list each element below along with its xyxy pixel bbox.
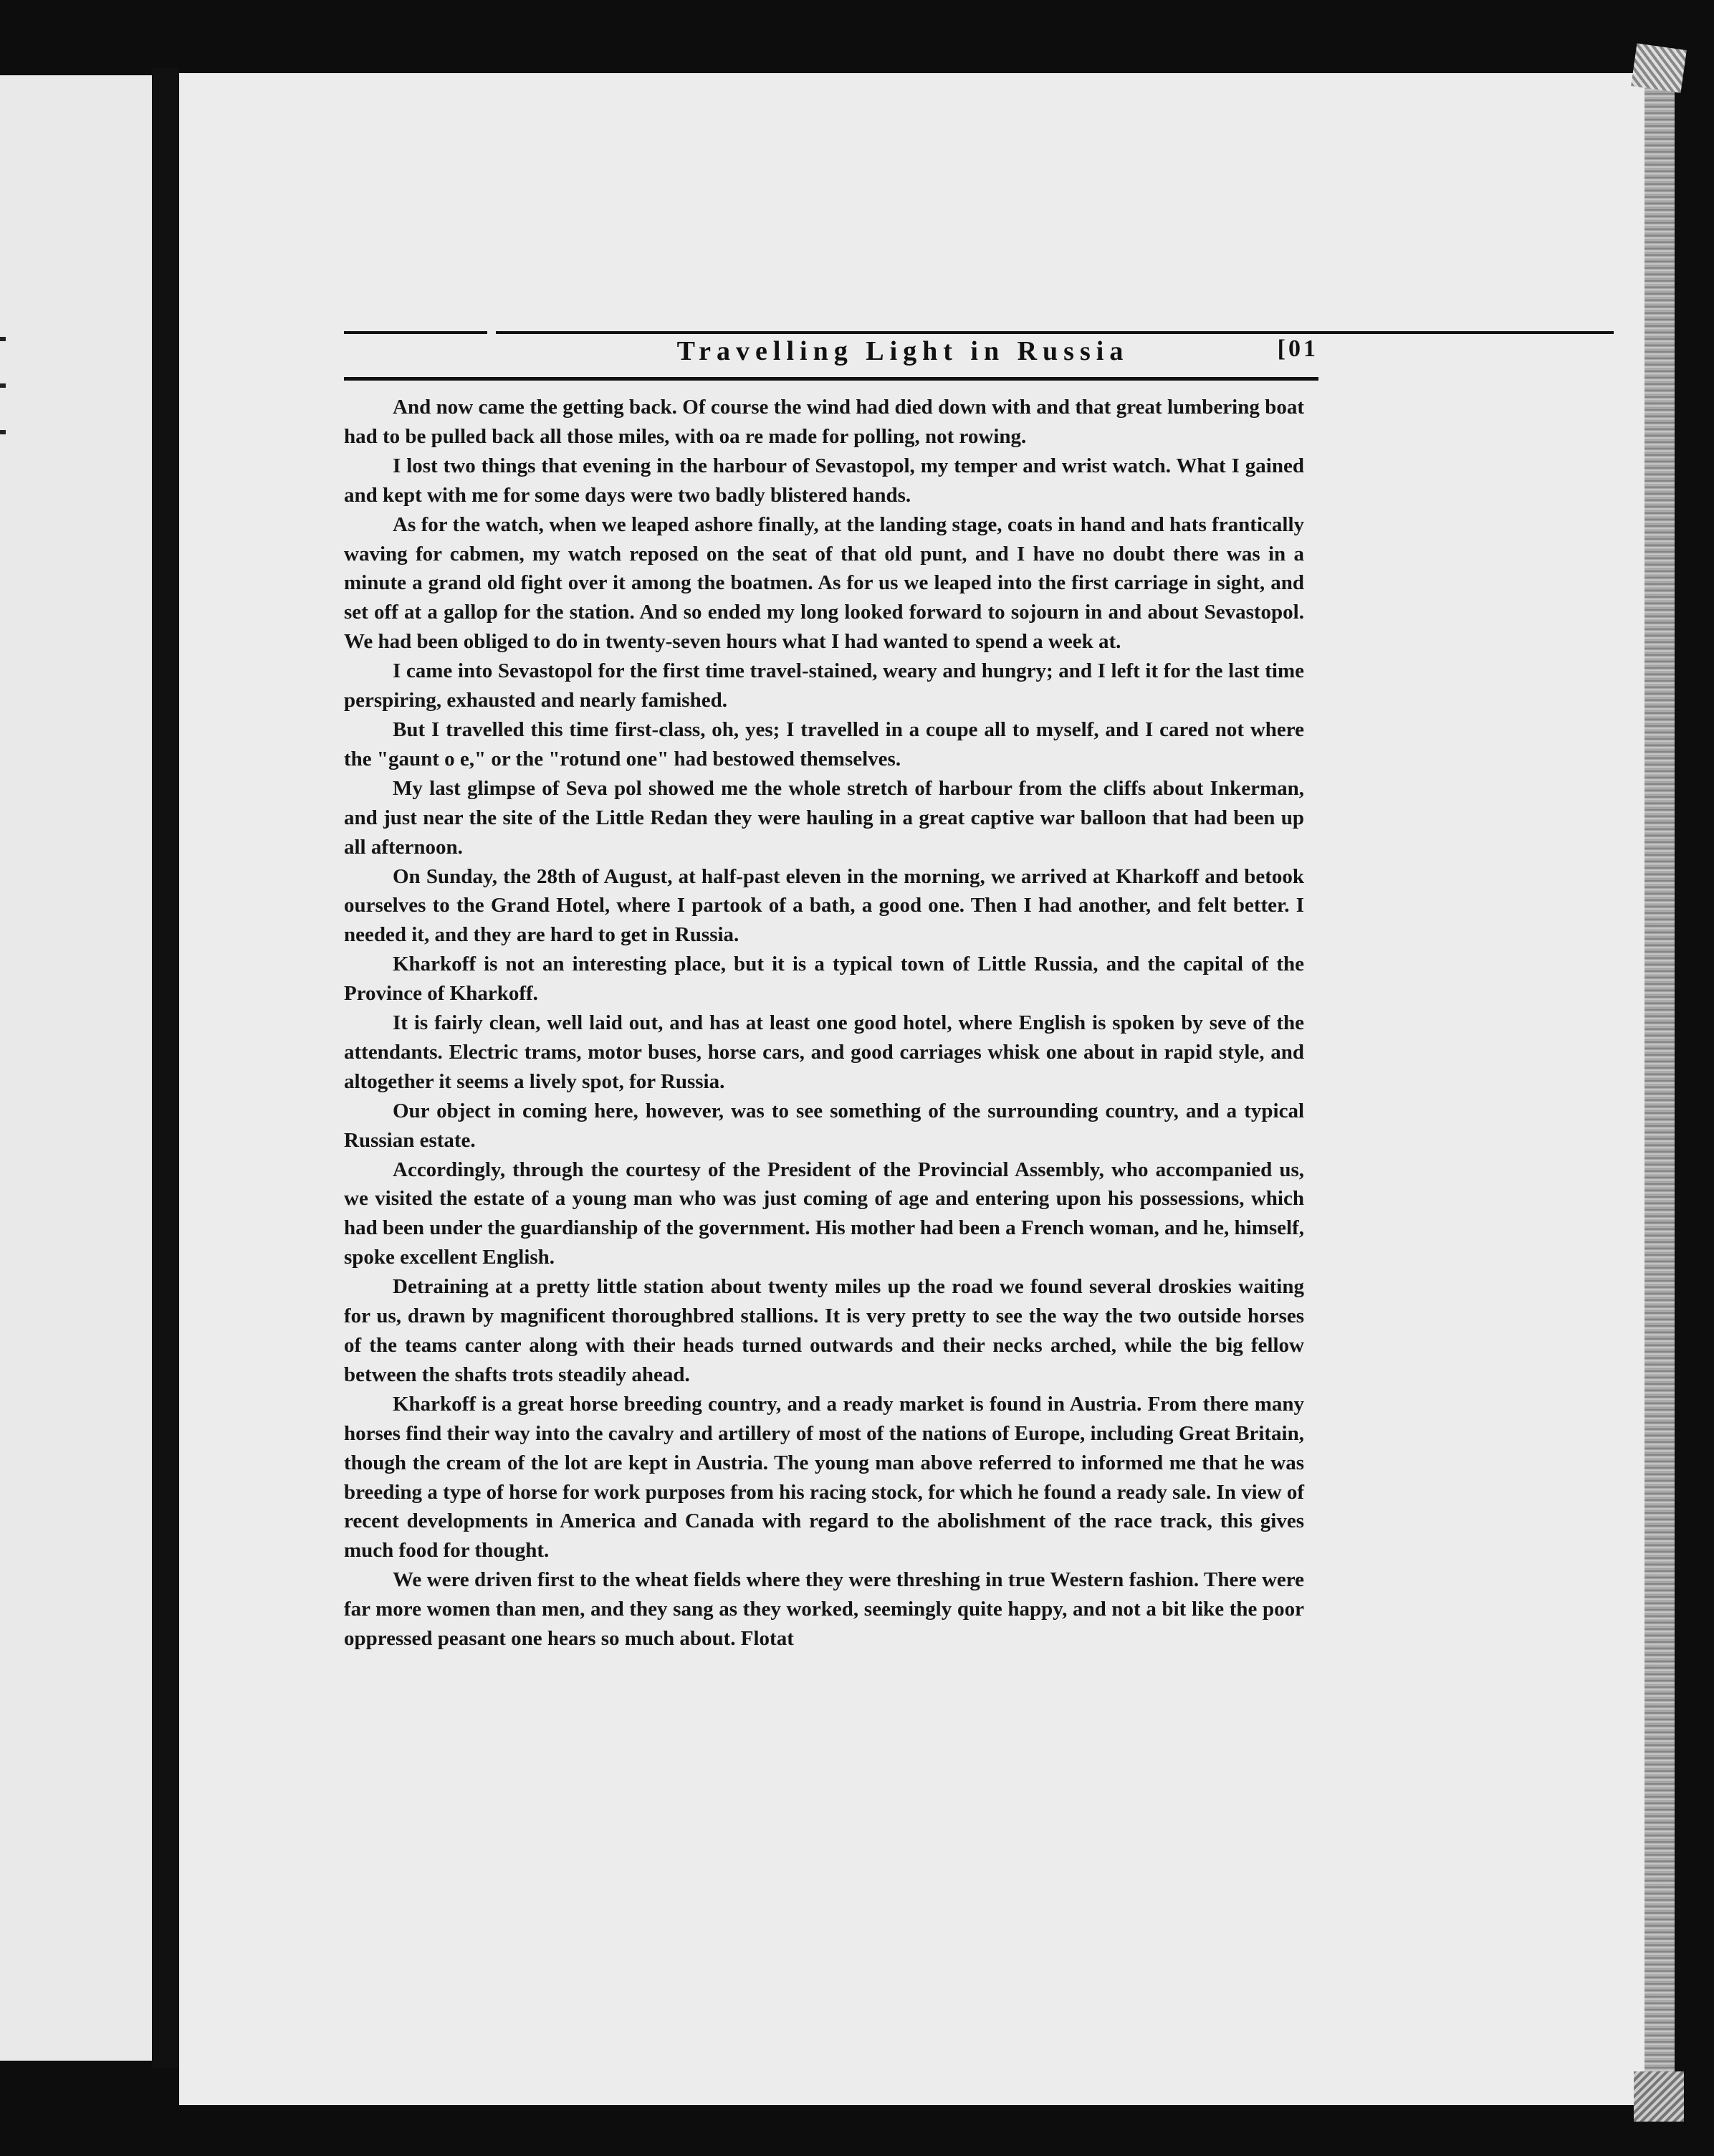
header-rule-top <box>496 331 1614 334</box>
header-rule-bottom <box>344 377 1318 381</box>
page-number: [01 <box>1277 335 1318 362</box>
binding-corner-top <box>1631 43 1687 92</box>
paragraph: As for the watch, when we leaped ashore finally, at the landing stage, coats in hand and hats frantically waving for cabmen, my watch reposed on the seat of that old punt, and I have no doubt there was in a minute a grand old fight over it among the boatmen. As for us we leaped into the first carriage in sight, and set off at a gallop for the station. And so ended my long looked forward to sojourn in and about Sevastopol. We had been obliged to do in twenty-seven hours what I had wanted to spend a week at. <box>344 512 1304 654</box>
book-gutter <box>152 68 179 2068</box>
header-rule-short <box>344 331 487 334</box>
page-mark <box>0 383 6 388</box>
binding-edge <box>1644 68 1675 2111</box>
paragraph: Our object in coming here, however, was to see something of the surrounding country, and a typical Russian estate. <box>344 1099 1304 1152</box>
paragraph: My last glimpse of Seva pol showed me the whole stretch of harbour from the cliffs about Inkerman, and just near the site of the Little Redan they were hauling in a great captive war balloon that had been up all afternoon. <box>344 776 1304 859</box>
paragraph: Accordingly, through the courtesy of the President of the Provincial Assembly, who accompanied us, we visited the estate of a young man who was just coming of age and entering upon his possessions, which had been under the guardianship of the government. His mother had been a French woman, and he, himself, spoke excellent English. <box>344 1158 1304 1269</box>
article-body <box>344 393 1304 1654</box>
page-mark <box>0 430 6 434</box>
running-title: Travelling Light in Russia <box>676 336 1129 366</box>
paragraph: Kharkoff is a great horse breeding country, and a ready market is found in Austria. From there many horses find their way into the cavalry and artillery of most of the nations of Europe, including Great Britain, though the cream of the lot are kept in Austria. The young man above referred to informed me that he was breeding a type of horse for work purposes from his racing stock, for which he found a ready sale. In view of recent developments in America and Canada with regard to the abolishment of the race track, this gives much food for thought. <box>344 1392 1304 1563</box>
page-mark <box>0 337 6 341</box>
binding-corner-bottom <box>1634 2071 1684 2122</box>
running-header <box>344 331 1318 381</box>
paragraph: On Sunday, the 28th of August, at half-past eleven in the morning, we arrived at Kharkoff and betook ourselves to the Grand Hotel, where I partook of a bath, a good one. Then I had another, and felt better. I needed it, and they are hard to get in Russia. <box>344 864 1304 947</box>
paragraph: It is fairly clean, well laid out, and has at least one good hotel, where English is spoken by seve of the attendants. Electric trams, motor buses, horse cars, and good carriages whisk one about in rapid style, and altogether it seems a lively spot, for Russia. <box>344 1011 1304 1093</box>
facing-page-edge <box>0 75 152 2061</box>
paragraph: And now came the getting back. Of course the wind had died down with and that great lumbering boat had to be pulled back all those miles, with oa re made for polling, not rowing. <box>344 396 1304 448</box>
paragraph: But I travelled this time first-class, oh, yes; I travelled in a coupe all to myself, and I cared not where the "gaunt o e," or the "rotund one" had bestowed themselves. <box>344 717 1304 771</box>
paragraph: I came into Sevastopol for the first time travel-stained, weary and hungry; and I left it for the last time perspiring, exhausted and nearly famished. <box>344 659 1304 712</box>
paragraph: I lost two things that evening in the harbour of Sevastopol, my temper and wrist watch. What I gained and kept with me for some days were two badly blistered hands. <box>344 454 1304 507</box>
paragraph: Kharkoff is not an interesting place, but it is a typical town of Little Russia, and the capital of the Province of Kharkoff. <box>344 953 1304 1006</box>
paragraph: We were driven first to the wheat fields where they were threshing in true Western fashion. There were far more women than men, and they sang as they worked, seemingly quite happy, and not a bit like the poor oppressed peasant one hears so much about. Flotat <box>344 1568 1304 1651</box>
paragraph: Detraining at a pretty little station about twenty miles up the road we found several droskies waiting for us, drawn by magnificent thoroughbred stallions. It is very pretty to see the way the two outside horses of the teams canter along with their heads turned outwards and their necks arched, while the big fellow between the shafts trots steadily ahead. <box>344 1275 1304 1386</box>
